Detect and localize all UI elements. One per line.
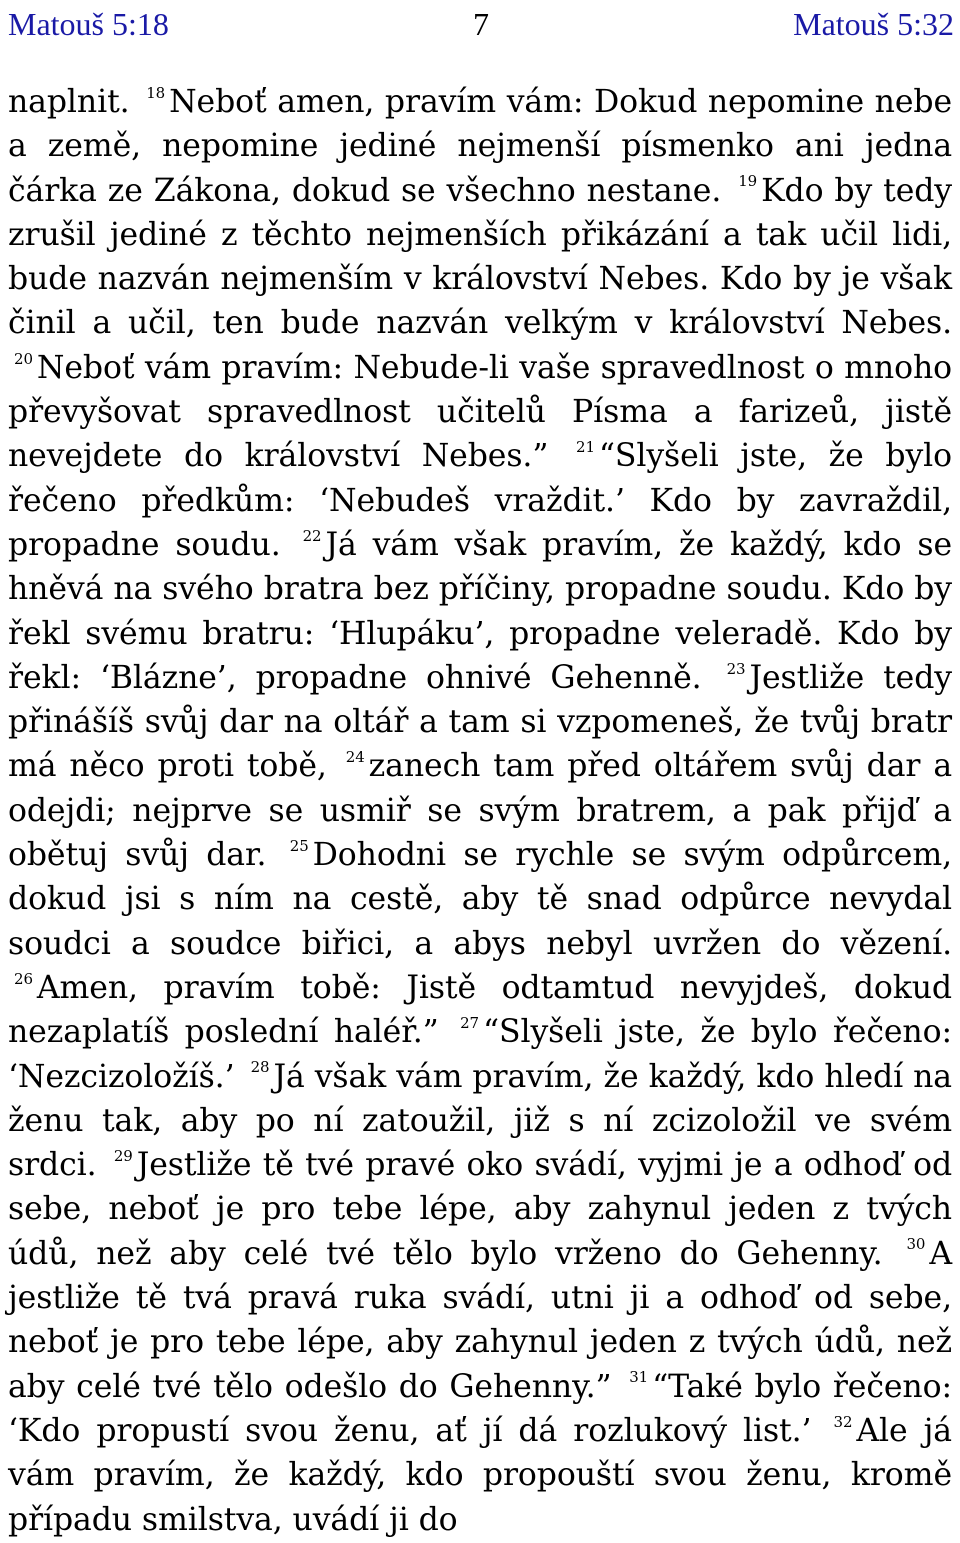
verse-text: Neboť vám pravím: Nebude-li vaše spravedlnost o mnoho převyšovat spravedlnost učitelů Písma a farizeů, jistě nevejdete do království Nebes.”	[8, 349, 952, 475]
verse-number: 27	[460, 1013, 479, 1032]
verse-text: Já však vám pravím, že každý, kdo hledí na ženu tak, aby po ní zatoužil, již s ní zcizoložil ve svém srdci.	[8, 1058, 952, 1184]
page-header	[8, 4, 954, 44]
verse-text: Amen, pravím tobě: Jistě odtamtud nevyjdeš, dokud nezaplatíš poslední haléř.”	[8, 969, 952, 1051]
verse-text: “Slyšeli jste, že bylo řečeno předkům: ‘Nebudeš vraždit.’ Kdo by zavraždil, propadne soudu.	[8, 438, 952, 563]
verse-number: 20	[14, 349, 33, 368]
verse-text: Jestliže tě tvé pravé oko svádí, vyjmi je a odhoď od sebe, neboť je pro tebe lépe, aby zahynul jeden z tvých údů, než aby celé tvé tělo bylo vrženo do Gehenny.	[8, 1147, 953, 1272]
verse-number: 29	[113, 1146, 133, 1165]
verse-text: Dohodni se rychle se svým odpůrcem, dokud jsi s ním na cestě, aby tě snad odpůrce nevydal soudci a soudce biřici, a abys nebyl uvržen do vězení.	[8, 837, 953, 962]
verse-text: Já vám však pravím, že každý, kdo se hněvá na svého bratra bez příčiny, propadne soudu. Kdo by řekl svému bratru: ‘Hlupáku’, propadne veleradě. Kdo by řekl: ‘Blázne’, propadne ohnivé Gehenně.	[8, 526, 952, 696]
verse-number: 26	[14, 969, 33, 988]
page-number: 7	[473, 5, 489, 42]
verse-number: 25	[289, 836, 309, 855]
verse-text: Ale já vám pravím, že každý, kdo propouští svou ženu, kromě případu smilstva, uvádí ji do	[8, 1412, 952, 1538]
verse-number: 30	[906, 1235, 926, 1254]
header-right-reference: Matouš 5:32	[793, 5, 954, 42]
verse-text: Kdo by tedy zrušil jediné z těchto nejmenších přikázání a tak učil lidi, bude nazván nejmenším v království Nebes. Kdo by je však činil a učil, ten bude nazván velkým v království Nebes.	[8, 172, 953, 342]
verse-number: 23	[726, 659, 746, 678]
verse-number: 19	[738, 172, 758, 191]
verse-text: “Také bylo řečeno: ‘Kdo propustí svou ženu, ať jí dá rozlukový list.’	[8, 1368, 952, 1449]
verse-number: 31	[629, 1368, 649, 1387]
lead-text: naplnit.	[8, 84, 130, 120]
verse-text: zanech tam před oltářem svůj dar a odejdi; nejprve se usmiř se svým bratrem, a pak přijď a obětuj svůj dar.	[8, 748, 953, 874]
verse-number: 21	[576, 438, 595, 457]
verse-number: 24	[345, 748, 365, 767]
verse-number: 28	[250, 1058, 270, 1077]
verse-number: 18	[146, 83, 166, 102]
scripture-text	[8, 80, 952, 1542]
verse-number: 32	[833, 1412, 853, 1431]
verse-text: Jestliže tedy přinášíš svůj dar na oltář a tam si vzpomeneš, že tvůj bratr má něco proti tobě,	[8, 659, 952, 785]
verse-text: A jestliže tě tvá pravá ruka svádí, utni ji a odhoď od sebe, neboť je pro tebe lépe, aby zahynul jeden z tvých údů, než aby celé tvé tělo odešlo do Gehenny.”	[8, 1235, 952, 1405]
verse-text: Neboť amen, pravím vám: Dokud nepomine nebe a země, nepomine jediné nejmenší písmenko ani jedna čárka ze Zákona, dokud se všechno nestane.	[8, 84, 952, 209]
verse-text: “Slyšeli jste, že bylo řečeno: ‘Nezcizoložíš.’	[8, 1014, 952, 1095]
verse-number: 22	[302, 526, 322, 545]
header-left-reference: Matouš 5:18	[8, 5, 169, 42]
